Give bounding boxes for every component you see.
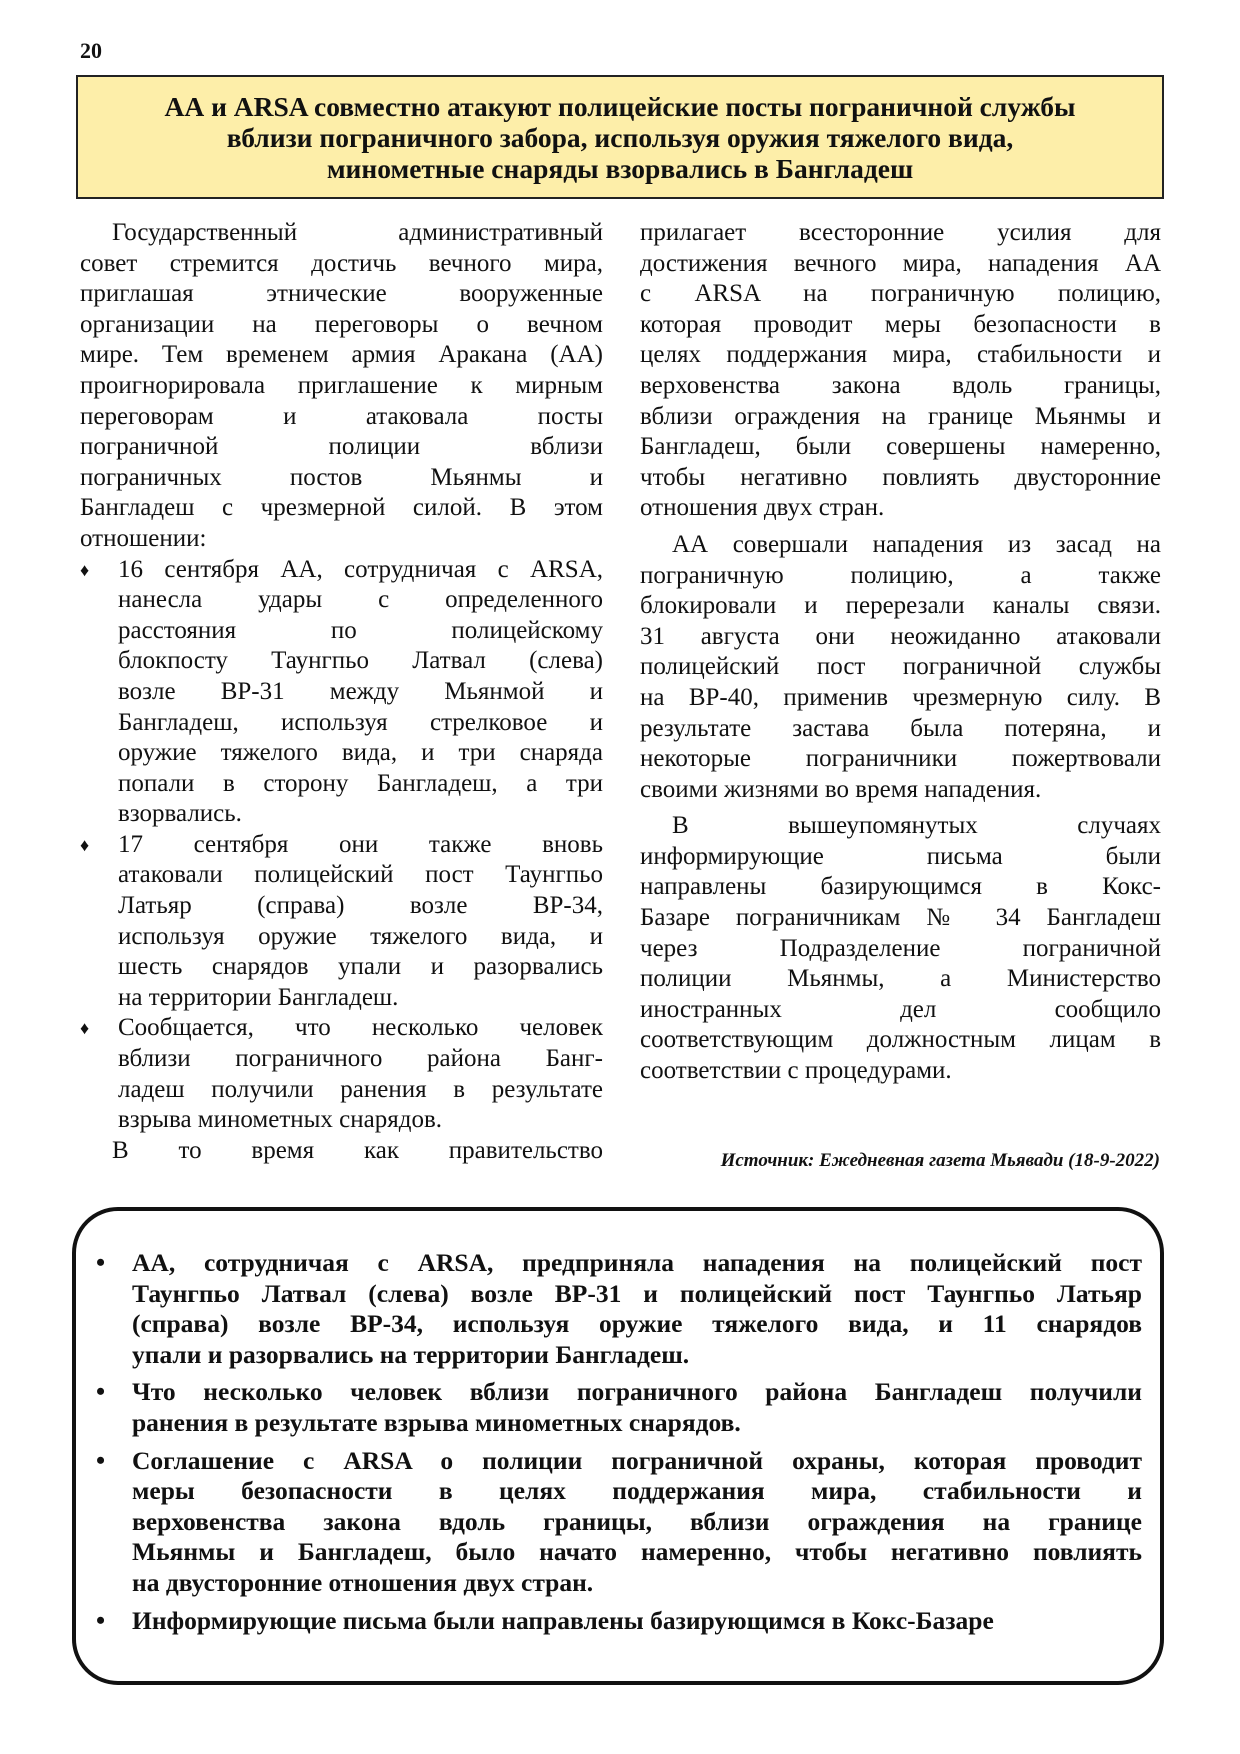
text-line: иностранных дел сообщило (640, 995, 1161, 1023)
text-line: чтобы негативно повлиять двусторонние (640, 463, 1161, 491)
text-line: соответствующим должностным лицам в (640, 1026, 1161, 1054)
text-line: АА совершали нападения из засад на (672, 530, 1161, 558)
diamond-bullet-icon: ♦ (80, 559, 90, 580)
text-line: атаковали полицейский пост Таунгпьо (118, 861, 603, 889)
text-line: через Подразделение пограничной (640, 934, 1161, 962)
text-line: которая проводит меры безопасности в (640, 310, 1161, 338)
diamond-bullet-icon: ♦ (80, 1018, 90, 1039)
text-line: результате застава была потеряна, и (640, 714, 1161, 742)
text-line: блокировали и перерезали каналы связи. (640, 592, 1161, 620)
text-line: пограничной полиции вблизи (80, 433, 603, 461)
bullet-dot-icon: • (96, 1248, 106, 1277)
summary-line: Что несколько человек вблизи пограничного района Бангладеш получили (132, 1377, 1142, 1407)
text-line: взрыва минометных снарядов. (118, 1106, 443, 1134)
text-line: взорвались. (118, 800, 242, 828)
text-line: совет стремится достичь вечного мира, (80, 249, 603, 277)
text-line: Государственный административный (112, 219, 603, 246)
diamond-bullet-icon: ♦ (80, 834, 90, 855)
closing-line (80, 1136, 603, 1167)
text-line: некоторые пограничники пожертвовали (640, 745, 1161, 773)
text-line: 17 сентября они также вновь (118, 830, 603, 858)
text-line: на территории Бангладеш. (118, 983, 399, 1011)
text-line: Сообщается, что несколько человек (118, 1014, 603, 1042)
bullet-item (80, 1013, 603, 1135)
text-line: 31 августа они неожиданно атаковали (640, 622, 1161, 650)
text-line: В вышеупомянутых случаях (672, 812, 1161, 840)
right-column (640, 218, 1161, 1087)
text-line: 16 сентября АА, сотрудничая с ARSA, (118, 555, 603, 583)
text-line: Базаре пограничникам № 34 Бангладеш (640, 904, 1161, 932)
bullet-list (80, 555, 603, 1136)
text-line: Бангладеш, были совершены намеренно, (640, 433, 1161, 461)
text-line: отношении: (80, 524, 207, 552)
text-line: полицейский пост пограничной службы (640, 653, 1161, 681)
source-citation: Источник: Ежедневная газета Мьявади (18-9-2022) (720, 1150, 1160, 1171)
text-line: вблизи пограничного района Банг- (118, 1045, 603, 1073)
summary-item (96, 1606, 1142, 1637)
text-line: отношения двух стран. (640, 494, 885, 522)
text-line: оружие тяжелого вида, и три снаряда (118, 739, 603, 767)
text-line: достижения вечного мира, нападения АА (640, 249, 1161, 277)
summary-line: ранения в результате взрыва минометных снарядов. (132, 1407, 741, 1437)
body-paragraph (640, 218, 1161, 524)
summary-line: верховенства закона вдоль границы, вблизи ограждения на границе (132, 1506, 1142, 1536)
bullet-dot-icon: • (96, 1377, 106, 1407)
text-line: пограничных постов Мьянмы и (80, 463, 603, 491)
text-line: целях поддержания мира, стабильности и (640, 341, 1161, 369)
summary-line: Мьянмы и Бангладеш, было начато намеренно, чтобы негативно повлиять (132, 1537, 1142, 1567)
article-title-line: АА и ARSA совместно атакуют полицейские посты пограничной службы (164, 90, 1076, 122)
text-line: расстояния по полицейскому (118, 616, 603, 644)
text-line: шесть снарядов упали и разорвались (118, 953, 603, 981)
summary-line: на двусторонние отношения двух стран. (132, 1567, 594, 1597)
article-title-line: вблизи пограничного забора, используя оружия тяжелого вида, (226, 121, 1014, 153)
text-line: мире. Тем временем армия Аракана (АА) (80, 341, 603, 369)
text-line: используя оружие тяжелого вида, и (118, 922, 603, 950)
text-line: с ARSA на пограничную полицию, (640, 280, 1161, 308)
bullet-dot-icon: • (96, 1445, 106, 1475)
summary-list (96, 1248, 1142, 1643)
summary-item (96, 1248, 1142, 1370)
text-line: попали в сторону Бангладеш, а три (118, 769, 603, 797)
summary-line: меры безопасности в целях поддержания мира, стабильности и (132, 1476, 1142, 1506)
summary-line: Таунгпьо Латвал (слева) возле BP-31 и полицейский пост Таунгпьо Латьяр (132, 1278, 1142, 1308)
text-line: прилагает всесторонние усилия для (640, 219, 1161, 246)
article-title-box (76, 75, 1164, 199)
text-line: полиции Мьянмы, а Министерство (640, 965, 1161, 993)
text-line: пограничную полицию, а также (640, 561, 1161, 589)
text-line: блокпосту Таунгпьо Латвал (слева) (118, 647, 603, 675)
article-title-line: минометные снаряды взорвались в Бангладеш (326, 152, 914, 184)
text-line: проигнорировала приглашение к мирным (80, 371, 603, 399)
text-line: вблизи ограждения на границе Мьянмы и (640, 402, 1161, 430)
summary-item (96, 1446, 1142, 1599)
text-line: ладеш получили ранения в результате (118, 1075, 603, 1103)
text-line: приглашая этнические вооруженные (80, 280, 603, 308)
text-line: В то время как правительство (112, 1136, 603, 1164)
summary-line: Информирующие письма были направлены базирующимся в Кокс-Базаре (132, 1605, 994, 1635)
text-line: переговорам и атаковала посты (80, 402, 603, 430)
summary-line: упали и разорвались на территории Бангладеш. (132, 1339, 690, 1369)
text-line: верховенства закона вдоль границы, (640, 371, 1161, 399)
intro-paragraph (80, 218, 603, 555)
body-paragraph (640, 530, 1161, 805)
text-line: направлены базирующимся в Кокс- (640, 873, 1161, 901)
body-paragraph (640, 811, 1161, 1086)
text-line: Латьяр (справа) возле BP-34, (118, 892, 603, 920)
text-line: организации на переговоры о вечном (80, 310, 603, 338)
text-line: на BP-40, применив чрезмерную силу. В (640, 683, 1161, 711)
text-line: нанесла удары с определенного (118, 586, 603, 614)
bullet-item (80, 555, 603, 830)
text-line: Бангладеш, используя стрелковое и (118, 708, 603, 736)
text-line: Бангладеш с чрезмерной силой. В этом (80, 494, 603, 522)
summary-line: АА, сотрудничая с ARSA, предприняла нападения на полицейский пост (132, 1248, 1142, 1277)
text-line: своими жизнями во время нападения. (640, 775, 1042, 803)
bullet-item (80, 830, 603, 1014)
text-line: соответствии с процедурами. (640, 1057, 952, 1085)
bullet-dot-icon: • (96, 1605, 106, 1635)
summary-line: (справа) возле BP-34, используя оружие тяжелого вида, и 11 снарядов (132, 1309, 1142, 1339)
text-line: информирующие письма были (640, 842, 1161, 870)
summary-item (96, 1377, 1142, 1438)
text-line: возле BP-31 между Мьянмой и (118, 677, 603, 705)
page-number: 20 (80, 38, 102, 63)
summary-line: Соглашение с ARSA о полиции пограничной охраны, которая проводит (132, 1445, 1142, 1475)
left-column (80, 218, 603, 1166)
